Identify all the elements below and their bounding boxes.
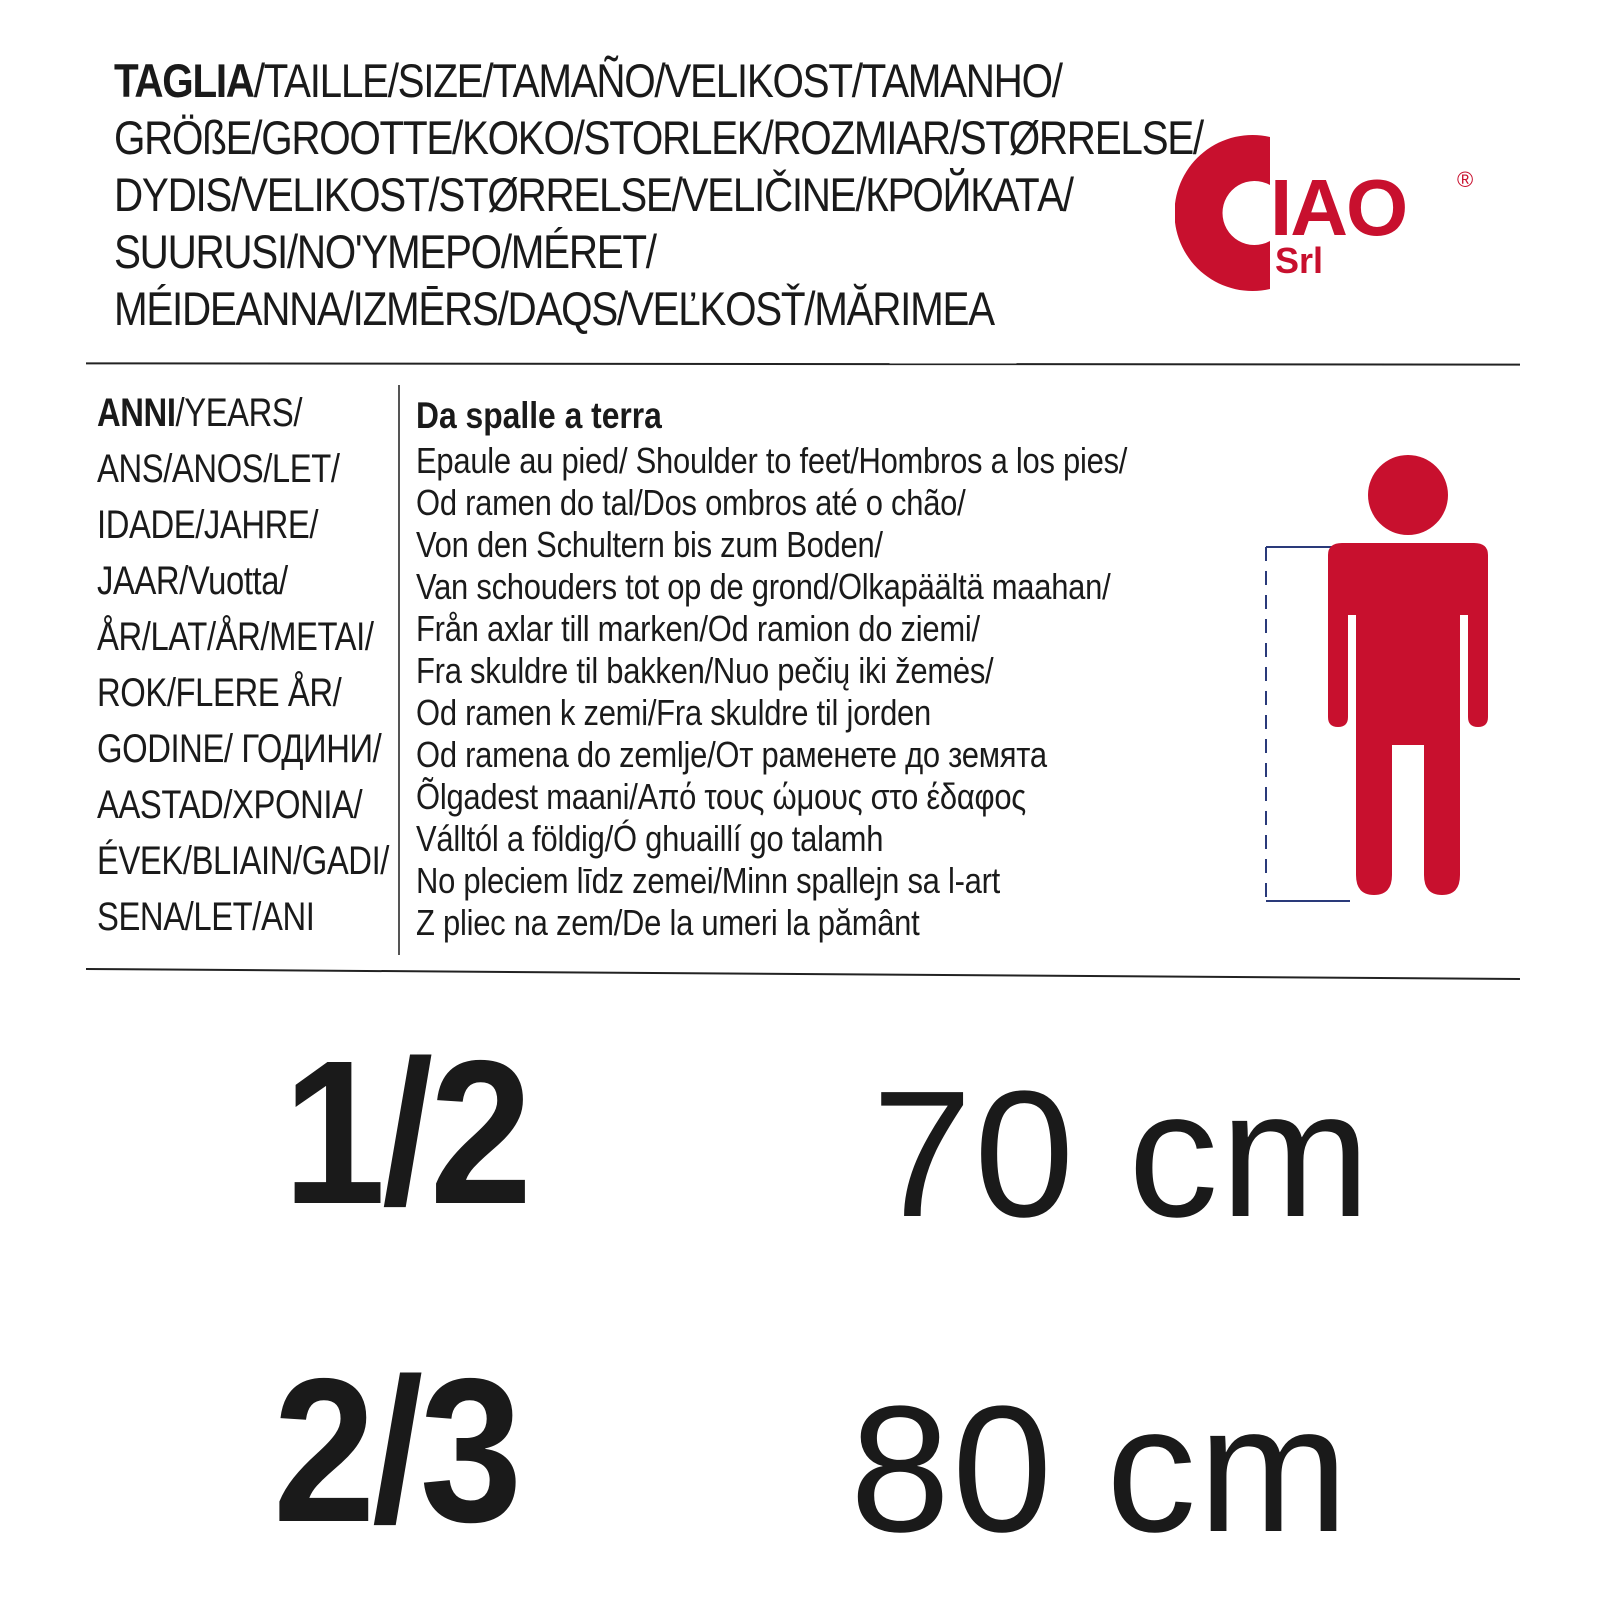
- column-divider: [398, 385, 400, 955]
- years-line: ROK/FLERE ÅR/: [97, 671, 342, 715]
- size-length-value: 70 cm: [872, 1054, 1373, 1255]
- size-years-value: 1/2: [283, 1018, 529, 1247]
- size-header-line-4: SUURUSI/NO'YMEPO/MÉRET/: [114, 225, 656, 278]
- years-line: ANS/ANOS/LET/: [97, 447, 340, 491]
- person-silhouette-icon: [1260, 455, 1520, 925]
- top-divider: [86, 362, 1520, 365]
- logo-suffix-text: Srl: [1275, 240, 1324, 281]
- years-line: SENA/LET/ANI: [97, 895, 315, 939]
- measure-column: [416, 392, 1127, 944]
- years-line: GODINE/ ГОДИНИ/: [97, 727, 382, 771]
- logo-c-mark: [1175, 135, 1270, 291]
- measure-line: Från axlar till marken/Od ramion do ziemi/: [416, 608, 980, 649]
- measure-line: Van schouders tot op de grond/Olkapäältä maahan/: [416, 566, 1111, 607]
- size-years-value: 2/3: [273, 1336, 519, 1565]
- measure-title: Da spalle a terra: [416, 395, 662, 436]
- size-header: [114, 52, 1203, 337]
- logo-brand-text: IAO: [1270, 163, 1407, 252]
- measure-line: Válltól a földig/Ó ghuaillí go talamh: [416, 818, 884, 859]
- logo-registered-mark: ®: [1457, 167, 1474, 192]
- size-length-value: 80 cm: [850, 1369, 1351, 1570]
- ciao-logo: [1175, 125, 1495, 295]
- measure-line: Od ramen do tal/Dos ombros até o chão/: [416, 482, 966, 523]
- years-column: [97, 385, 389, 945]
- measure-line: Od ramena do zemlje/От раменете до земята: [416, 734, 1047, 775]
- size-header-bold: TAGLIA: [114, 54, 254, 107]
- years-line: ÅR/LAT/ÅR/METAI/: [97, 615, 374, 659]
- years-line: ÉVEK/BLIAIN/GADI/: [97, 839, 389, 883]
- size-header-line-3: DYDIS/VELIKOST/STØRRELSE/VELIČINE/КРОЙКАТА/: [114, 168, 1073, 221]
- measure-line: Von den Schultern bis zum Boden/: [416, 524, 883, 565]
- measure-line: Z pliec na zem/De la umeri la pământ: [416, 902, 920, 943]
- years-line: JAAR/Vuotta/: [97, 559, 288, 603]
- size-header-line-1: TAGLIA/TAILLE/SIZE/TAMAÑO/VELIKOST/TAMANHO/: [114, 54, 1062, 107]
- bottom-divider: [86, 968, 1520, 980]
- person-body: [1328, 455, 1488, 895]
- measure-line: Od ramen k zemi/Fra skuldre til jorden: [416, 692, 931, 733]
- measure-line: Fra skuldre til bakken/Nuo pečių iki žemės/: [416, 650, 994, 691]
- measure-line: Õlgadest maani/Από τους ώμους στο έδαφος: [416, 776, 1026, 817]
- years-line: IDADE/JAHRE/: [97, 503, 319, 547]
- years-line: AASTAD/XPONIA/: [97, 783, 363, 827]
- measure-line: Epaule au pied/ Shoulder to feet/Hombros a los pies/: [416, 440, 1128, 481]
- size-header-line-2: GRÖßE/GROOTTE/KOKO/STORLEK/ROZMIAR/STØRRELSE/: [114, 111, 1203, 164]
- size-header-line-5: MÉIDEANNA/IZMĒRS/DAQS/VEĽKOSŤ/MĂRIMEA: [114, 282, 994, 335]
- years-line-1: ANNI/YEARS/: [97, 391, 303, 435]
- measure-line: No pleciem līdz zemei/Minn spallejn sa l-art: [416, 860, 1000, 901]
